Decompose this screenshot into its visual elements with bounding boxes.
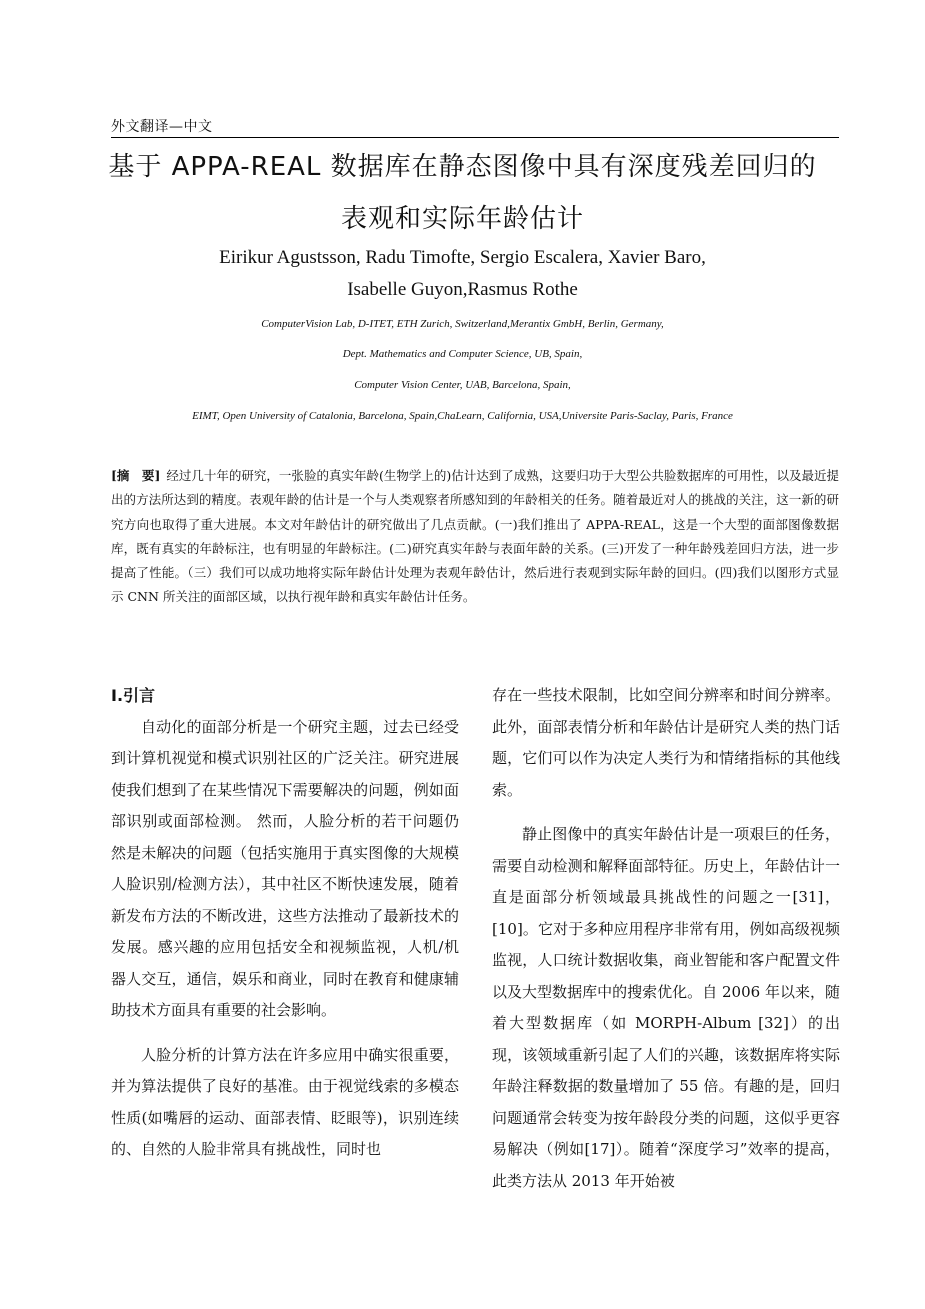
affiliation-3: Computer Vision Center, UAB, Barcelona, Spain, (354, 379, 571, 391)
intro-paragraph-2: 人脸分析的计算方法在许多应用中确实很重要，并为算法提供了良好的基准。由于视觉线索的多模态性质(如嘴唇的运动、面部表情、眨眼等)，识别连续的、自然的人脸非常具有挑战性，同时也 (111, 1045, 459, 1158)
paper-title-line-2: 表观和实际年龄估计 (340, 204, 584, 234)
abstract-text: 经过几十年的研究，一张脸的真实年龄(生物学上的)估计达到了成熟，这要归功于大型公共脸数据库的可用性，以及最近提出的方法所达到的精度。表观年龄的估计是一个与人类观察者所感知到的年龄相关的任务。随着最近对人的挑战的关注，这一新的研究方向也取得了重大进展。本文对年龄估计的研究做出了几点贡献。(一)我们推出了 APPA-REAL，这是一个大型的面部图像数据库，既有真实的年龄标注，也有明显的年龄标注。(二)研究真实年龄与表面年龄的关系。(三)开发了一种年龄残差回归方法，进一步提高了性能。（三）我们可以成功地将实际年龄估计处理为表观年龄估计，然后进行表观到实际年龄的回归。(四)我们以图形方式显示 CNN 所关注的面部区域，以执行视年龄和真实年龄估计任务。 (111, 468, 839, 605)
paper-title-line-1: 基于 APPA-REAL 数据库在静态图像中具有深度残差回归的 (108, 152, 817, 182)
right-column (492, 680, 840, 1197)
affiliation-2: Dept. Mathematics and Computer Science, UB, Spain, (342, 348, 583, 360)
affiliation-4: EIMT, Open University of Catalonia, Barcelona, Spain,ChaLearn, California, USA,Universite Paris-Saclay, Paris, France (192, 410, 733, 422)
abstract-label: [摘 要] (111, 468, 161, 483)
header-divider (111, 137, 839, 138)
authors-line-2: Isabelle Guyon,Rasmus Rothe (347, 279, 578, 300)
left-column (111, 680, 459, 1166)
affiliation-1: ComputerVision Lab, D-ITET, ETH Zurich, Switzerland,Merantix GmbH, Berlin, Germany, (261, 318, 664, 330)
section-heading-introduction: I.引言 (111, 686, 156, 705)
running-header: 外文翻译—中文 (111, 119, 213, 135)
abstract (111, 464, 839, 610)
intro-paragraph-3: 静止图像中的真实年龄估计是一项艰巨的任务，需要自动检测和解释面部特征。历史上，年龄估计一直是面部分析领域最具挑战性的问题之一[31]，[10]。它对于多种应用程序非常有用，例如高级视频监视，人口统计数据收集，商业智能和客户配置文件以及大型数据库中的搜索优化。自 2006 年以来，随着大型数据库（如 MORPH-Album [32]）的出现，该领域重新引起了人们的兴趣，该数据库将实际年龄注释数据的数量增加了 55 倍。有趣的是，回归问题通常会转变为按年龄段分类的问题，这似乎更容易解决（例如[17]）。随着“深度学习”效率的提高，此类方法从 2013 年开始被 (492, 825, 840, 1190)
intro-paragraph-1: 自动化的面部分析是一个研究主题，过去已经受到计算机视觉和模式识别社区的广泛关注。研究进展使我们想到了在某些情况下需要解决的问题，例如面部识别或面部检测。 然而，人脸分析的若干问题仍然是未解决的问题（包括实施用于真实图像的大规模人脸识别/检测方法），其中社区不断快速发展，随着新发布方法的不断改进，这些方法推动了最新技术的发展。感兴趣的应用包括安全和视频监视，人机/机器人交互，通信，娱乐和商业，同时在教育和健康辅助技术方面具有重要的社会影响。 (111, 717, 459, 1019)
authors-line-1: Eirikur Agustsson, Radu Timofte, Sergio Escalera, Xavier Baro, (219, 247, 706, 268)
intro-paragraph-2-continued: 存在一些技术限制，比如空间分辨率和时间分辨率。此外，面部表情分析和年龄估计是研究人类的热门话题，它们可以作为决定人类行为和情绪指标的其他线索。 (492, 686, 840, 799)
